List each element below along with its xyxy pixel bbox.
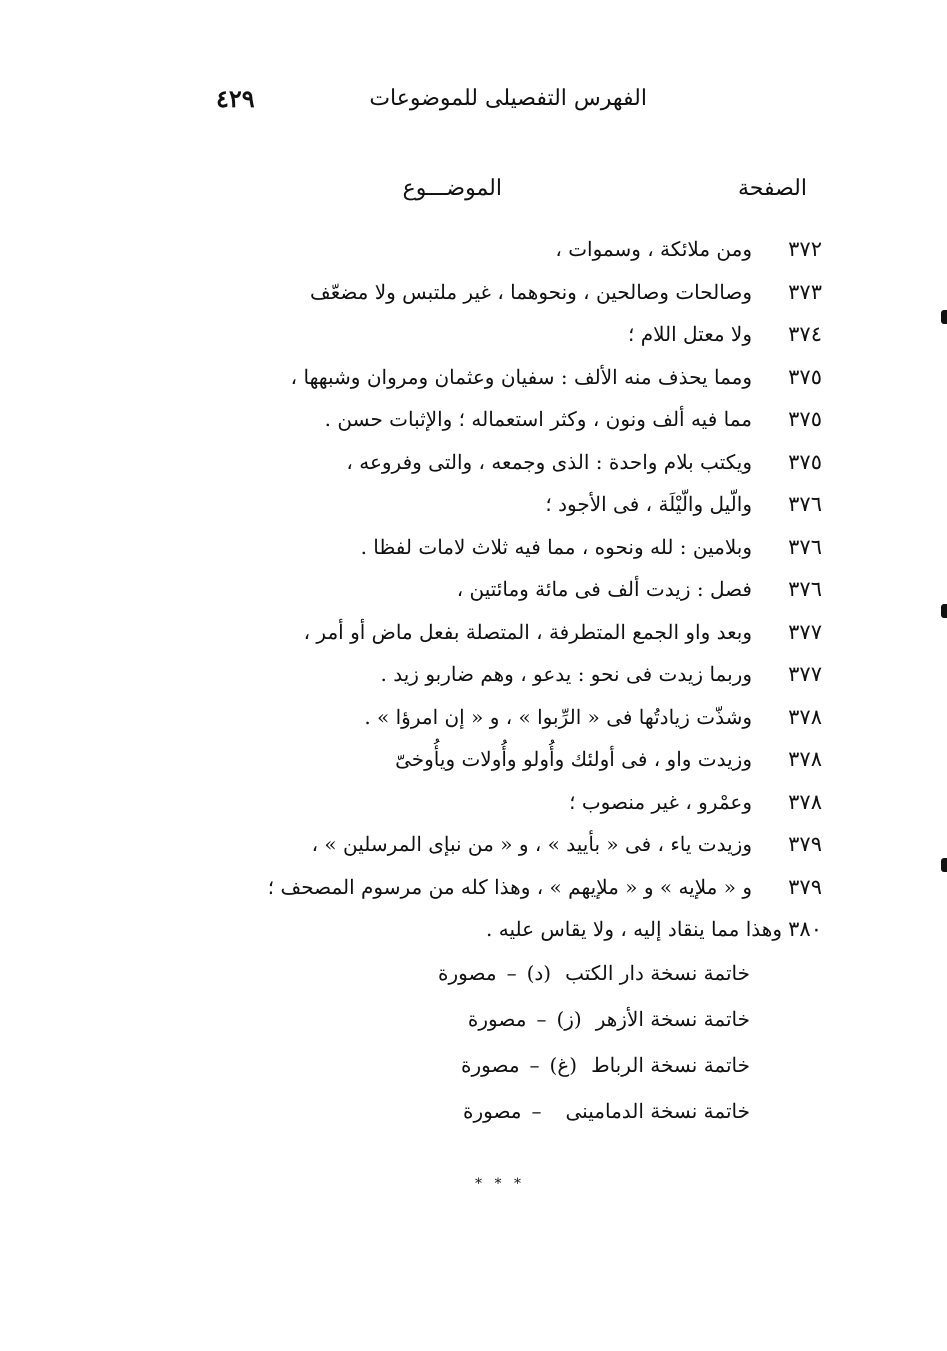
colophon-type: مصورة [462,1099,522,1123]
scan-edge-mark [941,604,947,618]
entry-text: وبعد واو الجمع المتطرفة ، المتصلة بفعل ماض أو أمر ، [303,619,752,644]
entry-text: والّيل والّيْلَة ، فى الأجود ؛ [545,492,752,517]
colophon-dash: – [529,1053,540,1077]
entry-page-number: ٣٧٧ [788,662,822,687]
colophon-sigla: (د) [526,961,552,985]
scan-edge-mark [941,858,947,872]
index-entry [102,781,822,824]
entry-page-number: ٣٧٨ [788,704,822,729]
manuscript-colophons-list [438,950,750,1134]
colophon-type: مصورة [461,1053,520,1077]
entry-text: مما فيه ألف ونون ، وكثر استعماله ؛ والإثبات حسن . [324,407,752,432]
entry-page-number: ٣٧٥ [788,407,822,432]
colophon-dash: – [536,1007,547,1031]
index-entry [102,356,822,399]
index-entries-list [102,228,822,951]
entry-text: فصل : زيدت ألف فى مائة ومائتين ، [456,577,752,602]
entry-text: ومما يحذف منه الألف : سفيان وعثمان ومروان وشبهها ، [290,364,752,389]
index-entry [102,441,822,484]
entry-text: وصالحات وصالحين ، ونحوهما ، غير ملتبس ولا مضعّف [309,279,752,304]
colophon-source: خاتمة نسخة الرباط [591,1053,750,1077]
page-column-heading: الصفحة [737,176,807,201]
entry-text: ومن ملائكة ، وسموات ، [555,237,752,262]
index-entry [102,271,822,314]
entry-page-number: ٣٧٩ [788,874,822,899]
entry-text: وشذّت زيادتُها فى « الرِّبوا » ، و « إن امرؤا » . [364,704,752,729]
colophon-dash: – [506,961,517,985]
entry-text: وزيدت ياء ، فى « بأييد » ، و « من نبإى المرسلين » ، [311,832,752,857]
entry-text: وربما زيدت فى نحو : يدعو ، وهم ضاربو زيد . [380,662,752,687]
entry-page-number: ٣٧٥ [788,364,822,389]
entry-page-number: ٣٧٢ [788,237,822,262]
colophon-entry [438,950,750,996]
index-entry [102,653,822,696]
colophon-type: مصورة [467,1007,527,1031]
entry-text: ويكتب بلام واحدة : الذى وجمعه ، والتى وفروعه ، [346,449,752,474]
entry-text: ولا معتل اللام ؛ [627,322,752,347]
colophon-entry [438,1042,750,1088]
index-entry [102,398,822,441]
colophon-sigla: (ز) [556,1007,582,1031]
colophon-source: خاتمة نسخة الدمامينى [565,1099,750,1123]
index-entry [102,313,822,356]
entry-page-number: ٣٧٥ [788,449,822,474]
entry-page-number: ٣٨٠ [788,917,822,942]
entry-text: وعمْرو ، غير منصوب ؛ [569,789,752,814]
index-entry [102,611,822,654]
colophon-entry [438,1088,750,1134]
index-entry [102,738,822,781]
entry-page-number: ٣٧٩ [788,832,822,857]
entry-page-number: ٣٧٣ [788,279,822,304]
page-number: ٤٢٩ [216,84,255,113]
entry-page-number: ٣٧٧ [788,619,822,644]
index-entry [102,483,822,526]
entry-page-number: ٣٧٦ [788,577,822,602]
colophon-sigla: (غ) [549,1053,578,1077]
entry-page-number: ٣٧٨ [788,789,822,814]
entry-page-number: ٣٧٦ [788,492,822,517]
index-entry [102,526,822,569]
running-header-title: الفهرس التفصيلى للموضوعات [369,86,647,111]
colophon-type: مصورة [438,961,497,985]
entry-page-number: ٣٧٨ [788,747,822,772]
entry-text: وهذا مما ينقاد إليه ، ولا يقاس عليه . [486,917,782,942]
index-entry [102,823,822,866]
scan-edge-mark [941,310,947,324]
index-entry [102,696,822,739]
entry-text: وبلامين : لله ونحوه ، مما فيه ثلاث لامات لفظا . [360,534,752,559]
colophon-dash: – [531,1099,542,1123]
entry-page-number: ٣٧٦ [788,534,822,559]
index-entry [102,908,822,951]
section-end-stars: * * * [475,1176,525,1192]
index-entry [102,568,822,611]
index-entry [102,866,822,909]
topic-column-heading: الموضـــوع [402,176,502,201]
colophon-entry [438,996,750,1042]
colophon-source: خاتمة نسخة دار الكتب [565,961,750,985]
entry-text: و « ملإيه » و « ملإيهم » ، وهذا كله من مرسوم المصحف ؛ [267,874,752,899]
entry-page-number: ٣٧٤ [788,322,822,347]
colophon-source: خاتمة نسخة الأزهر [595,1007,750,1031]
index-entry [102,228,822,271]
entry-text: وزيدت واو ، فى أولئك وأُولو وأُولات ويأُوخىّ [395,747,752,772]
